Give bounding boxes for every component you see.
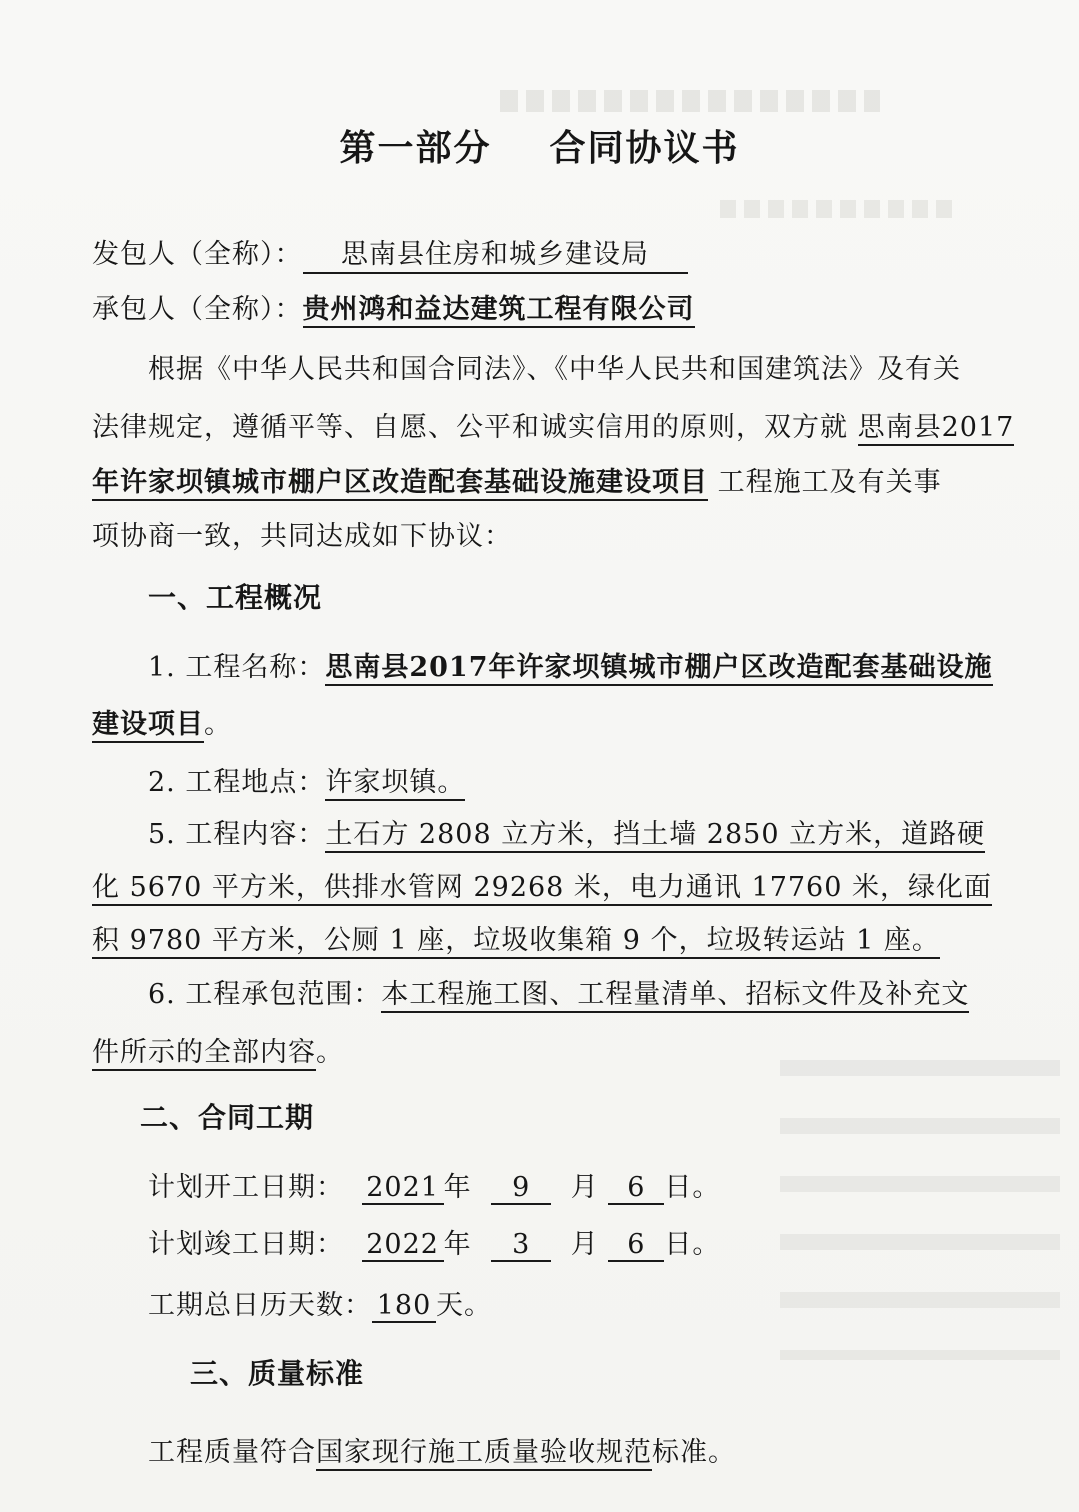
intro-line-2	[92, 405, 1014, 444]
day-unit: 日。	[664, 1229, 721, 1260]
total-days-label: 工期总日历天数：	[148, 1290, 372, 1321]
quality-text: 工程质量符合	[148, 1437, 316, 1468]
quality-standard-value: 国家现行施工质量验收规范	[316, 1437, 652, 1471]
total-days-unit: 天。	[436, 1290, 492, 1321]
project-content-line-2	[92, 865, 992, 904]
month-unit: 月	[570, 1172, 599, 1203]
project-name-value-cont: 建设项目	[92, 709, 204, 743]
contractor-name: 贵州鸿和益达建筑工程有限公司	[303, 294, 695, 328]
project-content-label: 5. 工程内容：	[148, 819, 326, 850]
quality-text: 标准。	[652, 1437, 736, 1468]
project-content-line-3	[92, 918, 940, 957]
bleed-through-shading	[720, 200, 960, 218]
punctuation: 。	[204, 709, 232, 740]
start-year: 2021	[362, 1172, 444, 1205]
project-location-label: 2. 工程地点：	[148, 767, 326, 798]
project-name-part-2: 年许家坝镇城市棚户区改造配套基础设施建设项目	[92, 467, 708, 501]
end-month: 3	[491, 1229, 551, 1262]
contractor-label: 承包人（全称）：	[92, 294, 303, 325]
title-part: 第一部分	[339, 127, 492, 169]
scope-line-2	[92, 1030, 344, 1069]
start-day: 6	[608, 1172, 664, 1205]
project-location-line	[148, 760, 465, 799]
intro-text: 法律规定，遵循平等、自愿、公平和诚实信用的原则，双方就	[92, 412, 848, 443]
intro-line-1: 根据《中华人民共和国合同法》、《中华人民共和国建筑法》及有关	[148, 354, 961, 385]
scope-value: 件所示的全部内容	[92, 1037, 316, 1071]
project-name-line	[148, 645, 993, 684]
scope-line-1	[148, 972, 969, 1011]
intro-line-4: 项协商一致，共同达成如下协议：	[92, 521, 512, 552]
year-unit: 年	[443, 1229, 472, 1260]
project-name-label: 1. 工程名称：	[148, 652, 326, 683]
section-heading-period: 二、合同工期	[140, 1101, 315, 1134]
quality-standard-line	[148, 1430, 736, 1469]
day-unit: 日。	[664, 1172, 721, 1203]
page-title	[0, 120, 1079, 171]
end-year: 2022	[362, 1229, 444, 1262]
project-name-part-1: 思南县2017	[858, 412, 1015, 446]
start-date-line	[148, 1165, 720, 1205]
project-content-value: 积 9780 平方米，公厕 1 座，垃圾收集箱 9 个，垃圾转运站 1 座。	[92, 925, 940, 959]
bleed-through-shading	[500, 90, 880, 112]
end-day: 6	[608, 1229, 664, 1262]
project-name-value: 思南县2017年许家坝镇城市棚户区改造配套基础设施	[325, 652, 992, 686]
scope-value: 本工程施工图、工程量清单、招标文件及补充文	[381, 979, 969, 1013]
section-heading-overview: 一、工程概况	[148, 581, 323, 614]
start-date-label: 计划开工日期：	[148, 1172, 344, 1203]
project-name-line-cont	[92, 702, 232, 741]
project-content-line-1	[148, 812, 985, 851]
year-unit: 年	[443, 1172, 472, 1203]
employer-name: 思南县住房和城乡建设局	[303, 232, 688, 274]
project-content-value: 化 5670 平方米，供排水管网 29268 米，电力通讯 17760 米，绿化面	[92, 872, 992, 906]
section-heading-quality: 三、质量标准	[190, 1357, 365, 1390]
bleed-through-shading	[780, 1060, 1060, 1360]
intro-line-3	[92, 460, 942, 499]
total-days-value: 180	[372, 1290, 436, 1323]
project-location-value: 许家坝镇。	[325, 767, 465, 801]
title-name: 合同协议书	[549, 127, 740, 169]
start-month: 9	[491, 1172, 551, 1205]
project-content-value: 土石方 2808 立方米，挡土墙 2850 立方米，道路硬	[325, 819, 985, 853]
intro-text: 工程施工及有关事	[717, 467, 942, 498]
end-date-line	[148, 1222, 720, 1262]
employer-label: 发包人（全称）：	[92, 239, 303, 270]
scope-label: 6. 工程承包范围：	[148, 979, 382, 1010]
total-days-line	[148, 1283, 492, 1323]
punctuation: 。	[316, 1037, 344, 1068]
contractor-line	[92, 287, 695, 326]
end-date-label: 计划竣工日期：	[148, 1229, 344, 1260]
month-unit: 月	[570, 1229, 599, 1260]
employer-line	[92, 232, 688, 274]
